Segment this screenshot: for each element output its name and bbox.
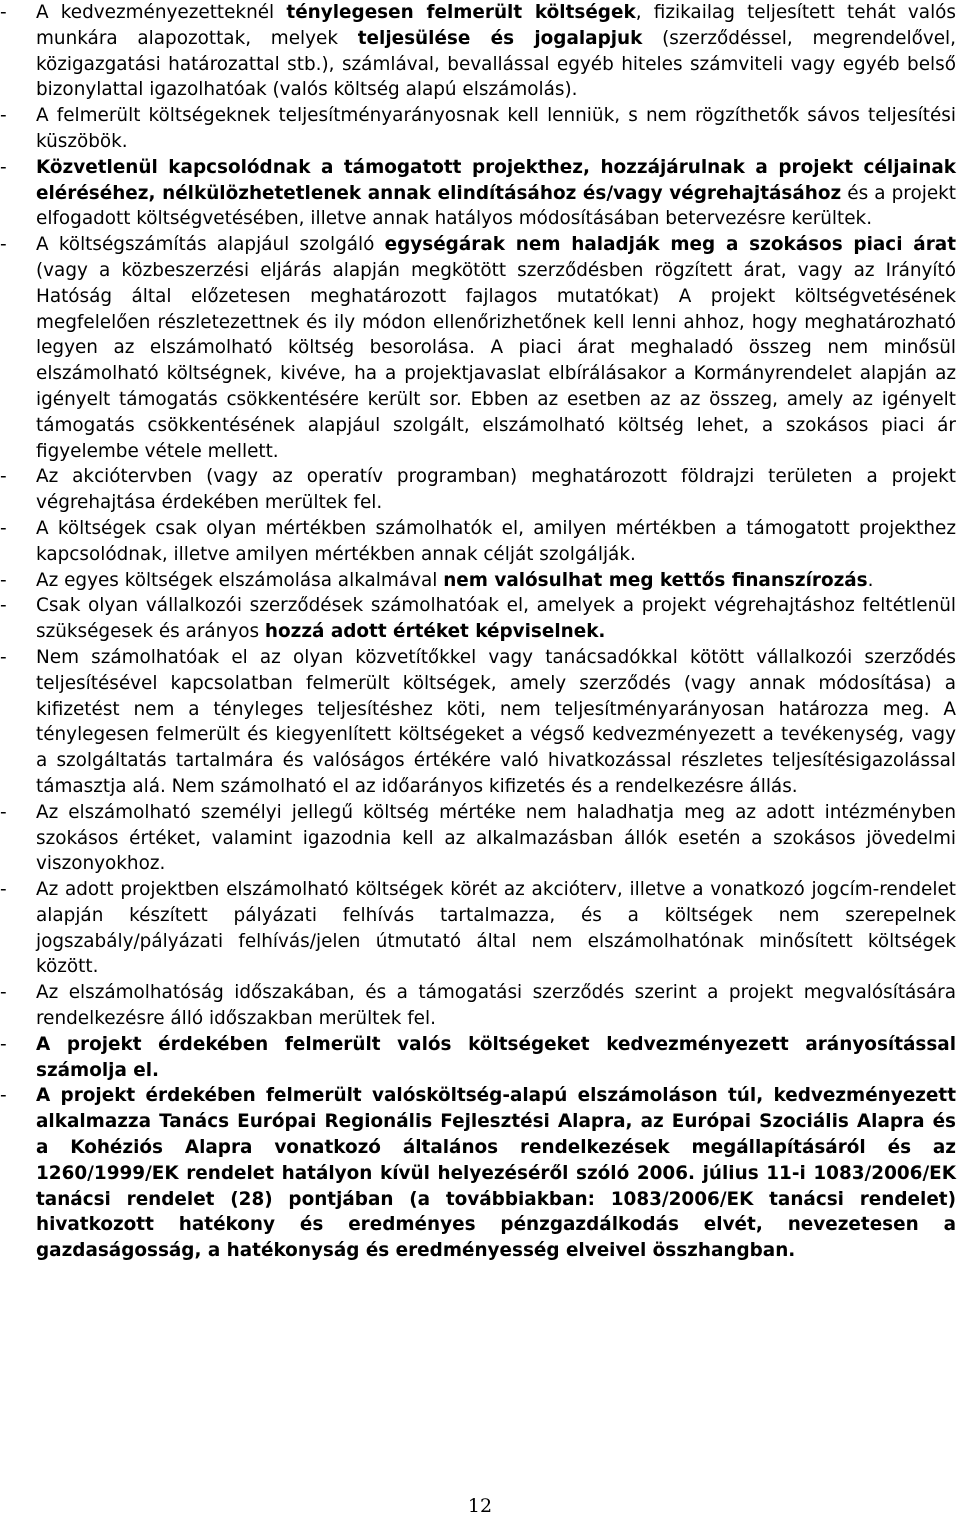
- body-text: A költségszámítás alapjául szolgáló: [36, 234, 385, 256]
- bullet-dash: -: [0, 517, 7, 539]
- body-text: Nem számolhatóak el az olyan közvetítőkkel vagy tanácsadókkal kötött vállalkozói szerződés teljesítésével kapcsolatban felmerült költségek, amely szerződés (vagy annak módosítása) a kifizetést nem a tényleges teljesítéshez köti, nem teljesítményarányosan határozza meg. A ténylegesen felmerült és kiegyenlített költségeket a végső kedvezményezett a tevékenység, vagy a szolgáltatás tartalmára és valóságos értékére való hivatkozással részletes teljesítésigazolással támasztja alá. Nem számolható el az időarányos kifizetés és a rendelkezésre állás.: [36, 646, 956, 797]
- list-item: [0, 0, 960, 103]
- emphasized-text: ténylegesen felmerült költségek: [286, 2, 636, 23]
- body-text: Az elszámolhatóság időszakában, és a támogatási szerződés szerint a projekt megvalósítására rendelkezésre álló időszakban merültek fel.: [36, 982, 956, 1030]
- list-item: [0, 232, 960, 464]
- list-item: [0, 593, 960, 645]
- bullet-dash: -: [0, 879, 7, 901]
- emphasized-text: egységárak nem haladják meg a szokásos piaci árat: [384, 234, 956, 256]
- body-text: .: [867, 569, 874, 591]
- body-text: Csak olyan vállalkozói szerződések számolhatóak el, amelyek a projekt végrehajtáshoz feltétlenül szükségesek és arányos: [36, 595, 956, 643]
- list-item: [0, 980, 960, 1032]
- bullet-dash: -: [0, 801, 7, 823]
- list-item: [0, 464, 960, 516]
- list-item: [0, 800, 960, 877]
- page-number: 12: [467, 1495, 493, 1517]
- list-item: [0, 1032, 960, 1084]
- bullet-dash: -: [0, 646, 7, 668]
- list-item: [0, 568, 960, 594]
- emphasized-text: hozzá adott értéket képviselnek.: [264, 621, 606, 643]
- bullet-dash: -: [0, 156, 7, 178]
- bullet-dash: -: [0, 569, 7, 591]
- list-item: [0, 1083, 960, 1264]
- body-text: A kedvezményezetteknél: [36, 2, 287, 23]
- list-item: [0, 516, 960, 568]
- body-text: Az egyes költségek elszámolása alkalmával: [36, 569, 444, 591]
- bullet-dash: -: [0, 466, 7, 488]
- body-text: Az elszámolható személyi jellegű költség mértéke nem haladhatja meg az adott intézményben szokásos értéket, valamint igazodnia kell az alkalmazásban állók esetén a szokásos jövedelmi viszonyokhoz.: [36, 801, 956, 875]
- bullet-dash: -: [0, 1085, 7, 1107]
- body-text: és a projekt elfogadott költségvetésében, illetve annak hatályos módosításában betervezésre kerültek.: [36, 182, 956, 230]
- bullet-dash: -: [0, 105, 7, 127]
- body-text: (vagy a közbeszerzési eljárás alapján megkötött szerződésben rögzített árat, vagy az Irányító Hatóság által előzetesen meghatározott fajlagos mutatókat) A projekt költségvetésének megfelelően részletezettnek és ily módon ellenőrizhetőnek kell lenni ahhoz, hogy meghatározható legyen az elszámolható költség besorolása. A piaci árat meghaladó összeg nem minősül elszámolható költségnek, kivéve, ha a projektjavaslat elbírálásakor a Kormányrendelet alapján az igényelt támogatás csökkentésére került sor. Ebben az esetben az az összeg, amely az igényelt támogatás csökkentésének alapjául szolgált, elszámolható költség lehet, a szokásos piaci ár figyelembe vétele mellett.: [36, 259, 956, 462]
- list-item: [0, 645, 960, 800]
- body-text: Az adott projektben elszámolható költségek körét az akcióterv, illetve a vonatkozó jogcím-rendelet alapján készített pályázati felhívás tartalmazza, és a költségek nem szerepelnek jogszabály/pályázati felhívás/jelen útmutató által nem elszámolhatónak minősített költségek között.: [36, 879, 956, 978]
- emphasized-text: Közvetlenül kapcsolódnak a támogatott projekthez, hozzájárulnak a projekt céljainak eléréséhez, nélkülözhetetlenek annak elindításához és/vagy végrehajtásához: [36, 156, 956, 204]
- emphasized-text: A projekt érdekében felmerült valós költségeket kedvezményezett arányosítással számolja el.: [36, 1033, 956, 1081]
- list-item: [0, 155, 960, 232]
- bullet-dash: -: [0, 982, 7, 1004]
- body-text: A költségek csak olyan mértékben számolhatók el, amilyen mértékben a támogatott projekthez kapcsolódnak, illetve amilyen mértékben annak célját szolgálják.: [36, 517, 956, 565]
- bullet-dash: -: [0, 2, 7, 23]
- emphasized-text: nem valósulhat meg kettős finanszírozás: [443, 569, 868, 591]
- body-text: (szerződéssel, megrendelővel, közigazgatási határozattal stb.), számlával, bevallással egyéb hiteles számviteli vagy egyéb belső bizonylattal igazolhatóak (valós költség alapú elszámolás).: [36, 27, 957, 101]
- bullet-dash: -: [0, 595, 7, 617]
- bullet-dash: -: [0, 234, 7, 256]
- list-item: [0, 877, 960, 980]
- list-item: [0, 103, 960, 155]
- body-text: , fizikailag teljesített tehát valós munkára alapozottak, melyek: [36, 2, 957, 49]
- bullet-dash: -: [0, 1033, 7, 1055]
- body-text: Az akciótervben (vagy az operatív programban) meghatározott földrajzi területen a projekt végrehajtása érdekében merültek fel.: [36, 466, 956, 514]
- emphasized-text: teljesülése és jogalapjuk: [357, 27, 643, 49]
- body-text: A felmerült költségeknek teljesítményarányosnak kell lenniük, s nem rögzíthetők sávos teljesítési küszöbök.: [36, 105, 956, 152]
- emphasized-text: A projekt érdekében felmerült valósköltség-alapú elszámoláson túl, kedvezményezett alkalmazza Tanács Európai Regionális Fejlesztési Alapra, az Európai Szociális Alapra és a Kohéziós Alapra vonatkozó általános rendelkezések megállapításáról és az 1260/1999/EK rendelet hatályon kívül helyezéséről szóló 2006. július 11-i 1083/2006/EK tanácsi rendelet (28) pontjában (a továbbiakban: 1083/2006/EK tanácsi rendelet) hivatkozott hatékony és eredményes pénzgazdálkodás elvét, nevezetesen a gazdaságosság, a hatékonyság és eredményesség elveivel összhangban.: [36, 1085, 956, 1262]
